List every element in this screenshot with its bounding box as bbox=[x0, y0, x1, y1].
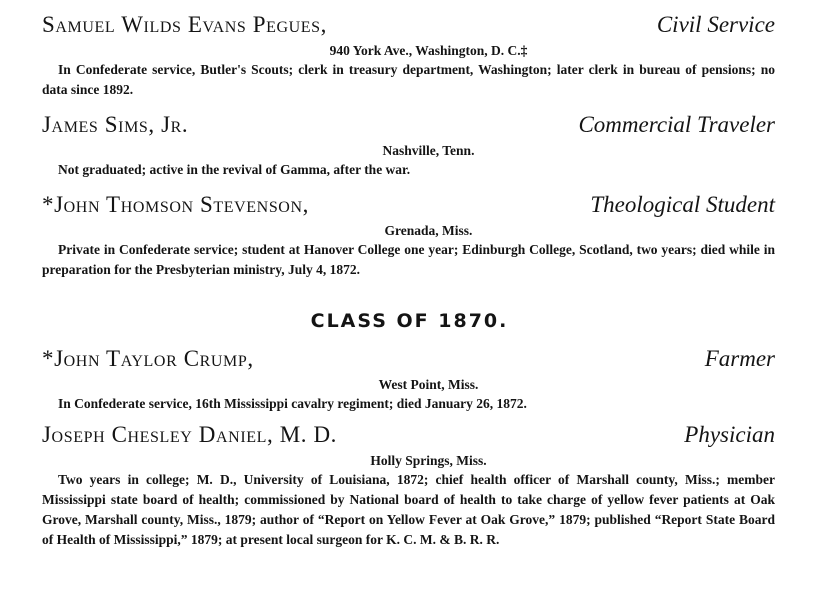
entry-stevenson bbox=[42, 192, 775, 280]
member-name: Joseph Chesley Daniel, M. D. bbox=[42, 422, 338, 447]
entry-sims bbox=[42, 112, 775, 180]
member-name: *John Taylor Crump, bbox=[42, 346, 254, 371]
member-occupation: Physician bbox=[684, 422, 775, 447]
member-description: In Confederate service, Butler's Scouts; clerk in treasury department, Washington; later clerk in bureau of pensions; no data since 1892. bbox=[42, 62, 775, 97]
entry-header bbox=[42, 192, 775, 222]
member-description: In Confederate service, 16th Mississippi cavalry regiment; died January 26, 1872. bbox=[58, 396, 527, 411]
member-address: Holly Springs, Miss. bbox=[370, 453, 487, 468]
member-address: Grenada, Miss. bbox=[384, 223, 473, 238]
member-description: Two years in college; M. D., University of Louisiana, 1872; chief health officer of Marshall county, Miss.; member Mississippi state board of health; commissioned by National board of health to take charge of yellow fever patients at Oak Grove, Marshall county, Miss., 1879; author of “Report on Yellow Fever at Oak Grove,” 1879; published “Report State Board of Health of Mississippi,” 1879; at present local surgeon for K. C. M. & B. R. R. bbox=[42, 472, 775, 547]
member-name: James Sims, Jr. bbox=[42, 112, 189, 137]
entry-daniel bbox=[42, 422, 775, 550]
member-occupation: Theological Student bbox=[590, 192, 775, 217]
member-description: Private in Confederate service; student at Hanover College one year; Edinburgh College, Scotland, two years; died while in preparation for the Presbyterian ministry, July 4, 1872. bbox=[42, 242, 775, 277]
entry-pegues bbox=[42, 12, 775, 100]
member-address: Nashville, Tenn. bbox=[382, 143, 475, 158]
member-name: *John Thomson Stevenson, bbox=[42, 192, 309, 217]
member-occupation: Farmer bbox=[704, 346, 775, 371]
member-occupation: Commercial Traveler bbox=[578, 112, 775, 137]
entry-header bbox=[42, 422, 775, 452]
member-name: Samuel Wilds Evans Pegues, bbox=[42, 12, 328, 37]
member-address: West Point, Miss. bbox=[378, 377, 479, 392]
member-description: Not graduated; active in the revival of Gamma, after the war. bbox=[58, 162, 411, 177]
entry-header bbox=[42, 12, 775, 42]
member-address: 940 York Ave., Washington, D. C.‡ bbox=[329, 43, 528, 58]
entry-crump bbox=[42, 346, 775, 414]
class-heading: CLASS OF 1870. bbox=[310, 310, 509, 332]
entry-header bbox=[42, 112, 775, 142]
member-occupation: Civil Service bbox=[656, 12, 775, 37]
entry-header bbox=[42, 346, 775, 376]
